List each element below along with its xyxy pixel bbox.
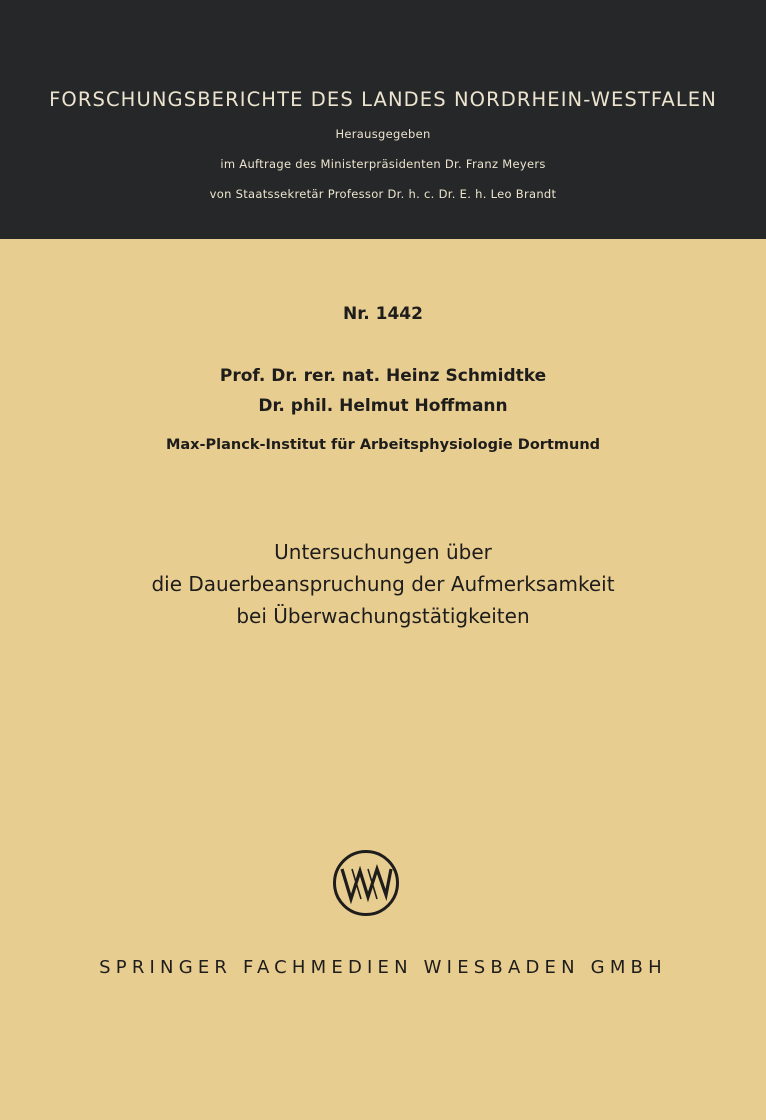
editor-line: Herausgegeben — [335, 127, 431, 141]
series-title: FORSCHUNGSBERICHTE DES LANDES NORDRHEIN-WESTFALEN — [49, 88, 717, 111]
institute: Max-Planck-Institut für Arbeitsphysiologie Dortmund — [165, 437, 601, 453]
book-title — [0, 536, 766, 632]
author-1: Prof. Dr. rer. nat. Heinz Schmidtke — [219, 366, 547, 386]
commission-line: im Auftrage des Ministerpräsidenten Dr. Franz Meyers — [220, 157, 546, 171]
title-line-3: bei Überwachungstätigkeiten — [236, 604, 530, 628]
westdeutscher-verlag-w-logo-icon — [332, 849, 400, 917]
title-line-2: die Dauerbeanspruchung der Aufmerksamkeit — [151, 572, 615, 596]
volume-number: Nr. 1442 — [343, 304, 423, 324]
header-band — [0, 0, 766, 239]
secretary-line: von Staatssekretär Professor Dr. h. c. Dr. E. h. Leo Brandt — [209, 187, 557, 201]
publisher: SPRINGER FACHMEDIEN WIESBADEN GMBH — [99, 957, 667, 978]
author-2: Dr. phil. Helmut Hoffmann — [258, 396, 508, 416]
title-line-1: Untersuchungen über — [274, 540, 492, 564]
